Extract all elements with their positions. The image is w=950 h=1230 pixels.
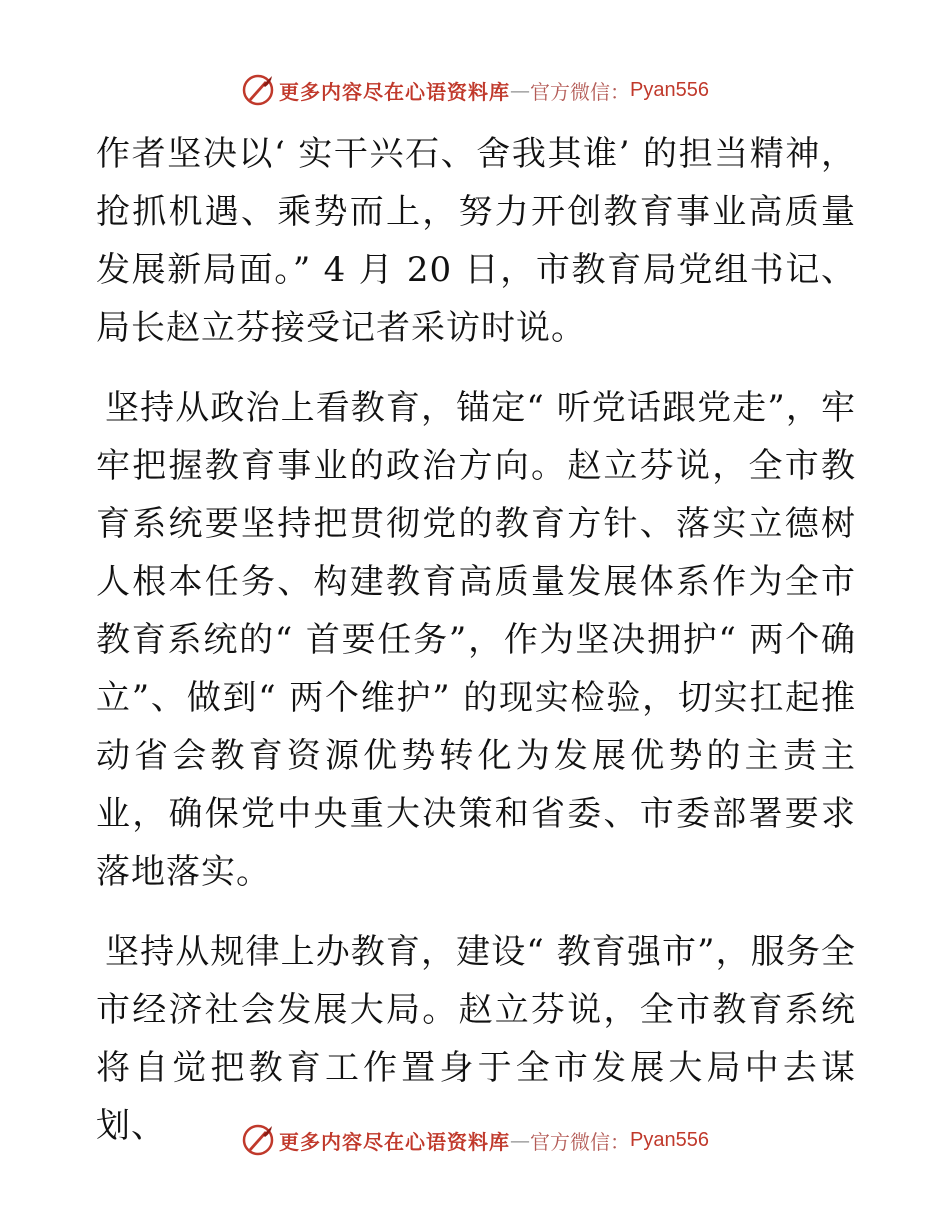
footer-watermark xyxy=(0,1120,950,1160)
paragraph-1: 作者坚决以‘ 实干兴石、舍我其谁’ 的担当精神，抢抓机遇、乘势而上，努力开创教育事业高质量发展新局面。” 4 月 20 日，市教育局党组书记、局长赵立芬接受记者采访时说。 xyxy=(96,134,856,348)
article-body xyxy=(96,125,856,1155)
watermark-separator: — xyxy=(510,1128,531,1152)
watermark-brand: 更多内容尽在心语资料库 xyxy=(279,1129,511,1154)
watermark-wechat-id: Pyan556 xyxy=(630,78,709,101)
watermark-label: 官方微信： xyxy=(530,1129,631,1154)
paragraph-2: 坚持从政治上看教育，锚定“ 听党话跟党走”，牢牢把握教育事业的政治方向。赵立芬说，全市教育系统要坚持把贯彻党的教育方针、落实立德树人根本任务、构建教育高质量发展体系作为全市教育系统的“ 首要任务”，作为坚决拥护“ 两个确立”、做到“ 两个维护” 的现实检验，切实扛起推动省会教育资源优势转化为发展优势的主责主业，确保党中央重大决策和省委、市委部署要求落地落实。 xyxy=(96,388,856,892)
watermark-label: 官方微信： xyxy=(530,79,631,104)
watermark-separator: — xyxy=(510,78,531,102)
quill-logo-icon xyxy=(241,73,275,107)
paragraph-3: 坚持从规律上办教育，建设“ 教育强市”，服务全市经济社会发展大局。赵立芬说，全市教育系统将自觉把教育工作置身于全市发展大局中去谋划、 xyxy=(96,932,856,1146)
header-watermark xyxy=(0,70,950,110)
watermark-brand: 更多内容尽在心语资料库 xyxy=(279,79,511,104)
quill-logo-icon xyxy=(241,1123,275,1157)
watermark-wechat-id: Pyan556 xyxy=(630,1128,709,1151)
